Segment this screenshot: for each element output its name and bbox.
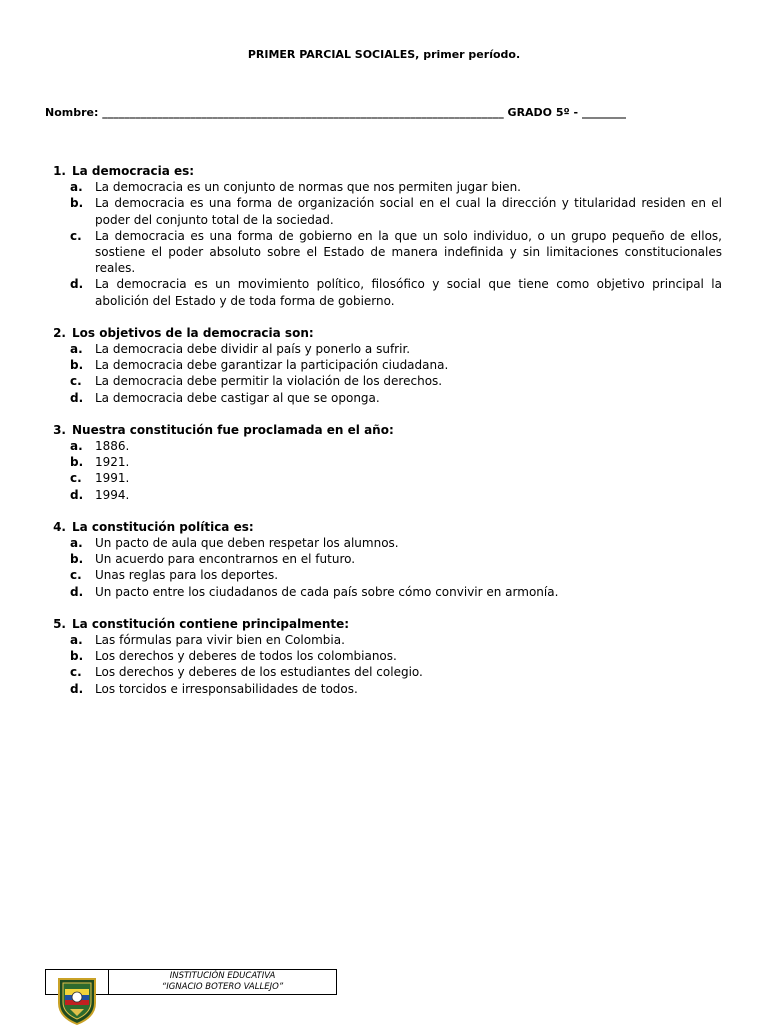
option-text: La democracia debe garantizar la participación ciudadana. <box>95 358 449 373</box>
footer-line-1: INSTITUCIÓN EDUCATIVA <box>169 971 276 981</box>
question-number: 4. <box>53 519 66 534</box>
question-number: 3. <box>53 422 66 437</box>
option-letter: d. <box>70 487 84 502</box>
option-letter: c. <box>70 665 82 680</box>
option-text: Los derechos y deberes de los estudiantes del colegio. <box>95 665 423 680</box>
option-letter: d. <box>70 584 84 599</box>
option-text: Un pacto entre los ciudadanos de cada país sobre cómo convivir en armonía. <box>95 584 559 599</box>
option-letter: c. <box>70 471 82 486</box>
answer-option <box>46 390 722 406</box>
answer-option <box>46 632 722 648</box>
footer-institution-name <box>109 970 336 994</box>
option-text: Los torcidos e irresponsabilidades de todos. <box>95 681 358 696</box>
option-text: La democracia es un movimiento político, filosófico y social que tiene como objetivo principal la abolición del Estado y de toda forma de gobierno. <box>95 277 722 308</box>
answer-option <box>46 228 722 277</box>
question-item <box>46 325 722 406</box>
answer-option <box>46 551 722 567</box>
answer-option <box>46 179 722 195</box>
option-letter: c. <box>70 228 82 243</box>
footer-line-2: “IGNACIO BOTERO VALLEJO” <box>161 982 284 992</box>
option-letter: c. <box>70 568 82 583</box>
answer-option <box>46 373 722 389</box>
question-list <box>46 163 722 713</box>
option-text: Un acuerdo para encontrarnos en el futuro. <box>95 552 356 567</box>
footer-logo-cell <box>46 970 109 994</box>
option-text: La democracia debe castigar al que se oponga. <box>95 390 380 405</box>
option-text: La democracia es una forma de organización social en el cual la dirección y titularidad residen en el poder del conjunto total de la sociedad. <box>95 196 722 227</box>
name-grade-line: Nombre: _________________________________________________________________________ GRADO 5º - ________ <box>45 106 626 119</box>
option-text: La democracia debe permitir la violación de los derechos. <box>95 374 443 389</box>
school-crest-icon <box>56 977 98 1025</box>
question-number: 5. <box>53 616 66 631</box>
option-letter: a. <box>70 180 83 195</box>
option-text: Las fórmulas para vivir bien en Colombia. <box>95 633 345 648</box>
option-text: La democracia debe dividir al país y ponerlo a sufrir. <box>95 342 411 357</box>
question-number: 1. <box>53 164 66 178</box>
answer-option <box>46 487 722 503</box>
answer-option <box>46 535 722 551</box>
answer-option <box>46 584 722 600</box>
option-text: 1886. <box>95 439 130 454</box>
option-letter: b. <box>70 455 84 470</box>
option-letter: a. <box>70 633 83 648</box>
option-letter: d. <box>70 390 84 405</box>
question-text: La democracia es: <box>72 164 195 178</box>
option-letter: a. <box>70 439 83 454</box>
answer-option <box>46 454 722 470</box>
option-letter: d. <box>70 681 84 696</box>
answer-option <box>46 567 722 583</box>
answer-option <box>46 664 722 680</box>
option-text: 1991. <box>95 471 130 486</box>
question-number: 2. <box>53 325 66 340</box>
option-letter: d. <box>70 277 84 292</box>
question-text: Nuestra constitución fue proclamada en el año: <box>72 422 394 437</box>
question-heading <box>46 325 722 341</box>
option-text: 1921. <box>95 455 130 470</box>
question-text: Los objetivos de la democracia son: <box>72 325 314 340</box>
question-heading <box>46 616 722 632</box>
question-text: La constitución política es: <box>72 519 254 534</box>
question-heading <box>46 519 722 535</box>
option-letter: a. <box>70 342 83 357</box>
question-item <box>46 163 722 309</box>
institution-footer <box>45 969 337 995</box>
option-letter: b. <box>70 358 84 373</box>
option-text: Los derechos y deberes de todos los colombianos. <box>95 649 397 664</box>
option-letter: c. <box>70 374 82 389</box>
option-text: Unas reglas para los deportes. <box>95 568 279 583</box>
answer-option <box>46 357 722 373</box>
option-letter: b. <box>70 552 84 567</box>
answer-option <box>46 470 722 486</box>
question-item <box>46 519 722 600</box>
page-title: PRIMER PARCIAL SOCIALES, primer período. <box>247 48 521 61</box>
option-letter: a. <box>70 536 83 551</box>
answer-option <box>46 681 722 697</box>
question-heading <box>46 422 722 438</box>
option-letter: b. <box>70 649 84 664</box>
answer-option <box>46 341 722 357</box>
option-text: La democracia es un conjunto de normas que nos permiten jugar bien. <box>95 180 521 195</box>
question-item <box>46 616 722 697</box>
question-item <box>46 422 722 503</box>
question-heading <box>46 163 722 179</box>
option-text: Un pacto de aula que deben respetar los alumnos. <box>95 536 399 551</box>
option-text: La democracia es una forma de gobierno en la que un solo individuo, o un grupo pequeño de ellos, sostiene el poder absoluto sobre el Estado de manera indefinida y sin limitaciones constitucionales reales. <box>95 228 722 276</box>
answer-option <box>46 438 722 454</box>
question-text: La constitución contiene principalmente: <box>72 616 350 631</box>
option-letter: b. <box>70 196 84 211</box>
answer-option <box>46 648 722 664</box>
option-text: 1994. <box>95 487 130 502</box>
answer-option <box>46 276 722 308</box>
answer-option <box>46 195 722 227</box>
